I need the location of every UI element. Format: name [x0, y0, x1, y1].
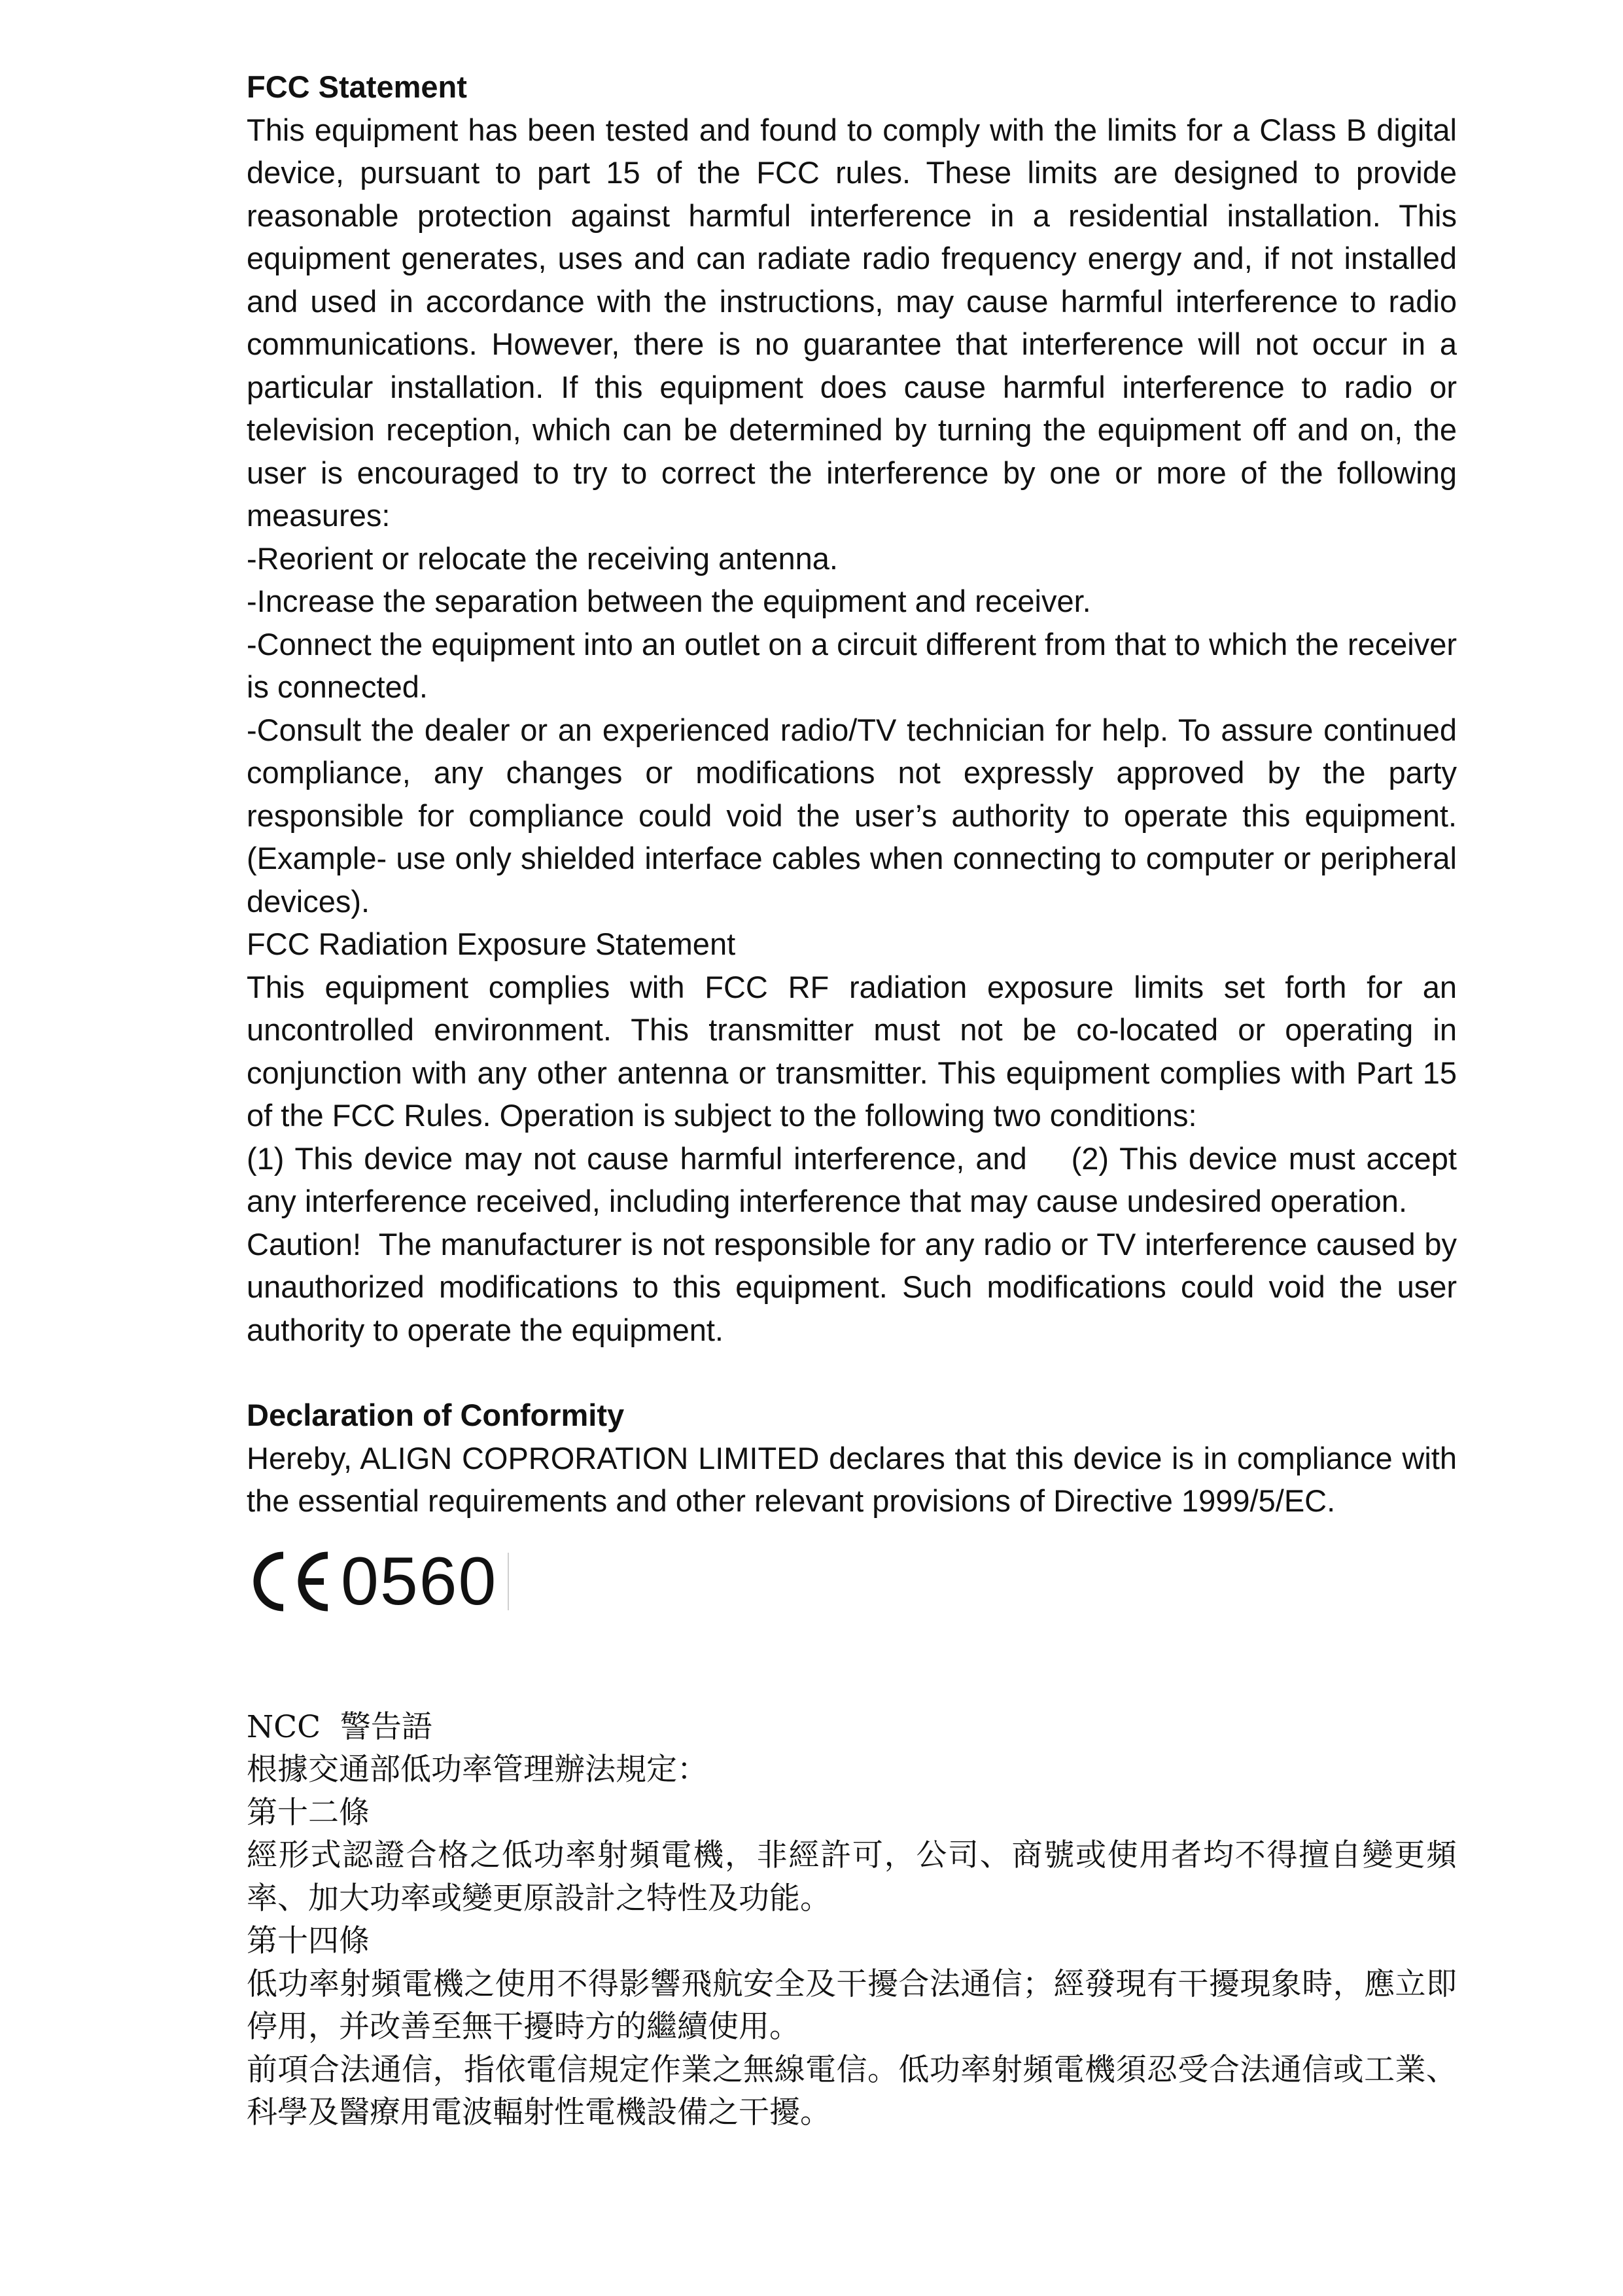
ncc-article12-text: 經形式認證合格之低功率射頻電機，非經許可，公司、商號或使用者均不得擅自變更頻率、加大功率或變更原設計之特性及功能。: [247, 1837, 1457, 1916]
notified-body-number: 0560: [341, 1543, 498, 1619]
ce-logo-icon: [247, 1549, 333, 1614]
fcc-heading: FCC Statement: [247, 69, 467, 104]
doc-heading: Declaration of Conformity: [247, 1398, 625, 1432]
fcc-radiation-heading: FCC Radiation Exposure Statement: [247, 927, 736, 961]
ncc-heading: NCC 警告語: [247, 1708, 432, 1745]
doc-paragraph: Hereby, ALIGN COPRORATION LIMITED declares that this device is in compliance with the essential requirements and other relevant provisions of Directive 1999/5/EC.: [247, 1440, 1457, 1518]
ncc-article14-text-1: 低功率射頻電機之使用不得影響飛航安全及干擾合法通信；經發現有干擾現象時，應立即停用，并改善至無干擾時方的繼續使用。: [247, 1966, 1457, 2045]
fcc-measure-4: -Consult the dealer or an experienced radio/TV technician for help. To assure continued compliance, any changes or modifications not expressly approved by the party responsible for compliance could void the user’s authority to operate this equipment. (Example- use only shielded interface cables when connecting to computer or peripheral devices).: [247, 712, 1457, 919]
ncc-section: [247, 1706, 1457, 2134]
fcc-measure-1: -Reorient or relocate the receiving antenna.: [247, 540, 838, 576]
ce-mark-row: [247, 1529, 1457, 1634]
ncc-article12-title: 第十二條: [247, 1794, 370, 1831]
fcc-radiation-paragraph: This equipment complies with FCC RF radiation exposure limits set forth for an uncontrolled environment. This transmitter must not be co-located or operating in conjunction with any other antenna or transmitter. This equipment complies with Part 15 of the FCC Rules. Operation is subject to the following two conditions:: [247, 969, 1457, 1133]
fcc-caution: Caution! The manufacturer is not responsible for any radio or TV interference caused by unauthorized modifications to this equipment. Such modifications could void the user authority to operate the equipment.: [247, 1226, 1466, 1347]
fcc-measure-3: -Connect the equipment into an outlet on a circuit different from that to which the receiver is connected.: [247, 626, 1457, 704]
ncc-intro: 根據交通部低功率管理辦法規定：: [247, 1752, 708, 1788]
fcc-paragraph: This equipment has been tested and found to comply with the limits for a Class B digital device, pursuant to part 15 of the FCC rules. These limits are designed to provide reasonable protection against harmful interference in a residential installation. This equipment generates, uses and can radiate radio frequency energy and, if not installed and used in accordance with the instructions, may cause harmful interference to radio communications. However, there is no guarantee that interference will not occur in a particular installation. If this equipment does cause harmful interference to radio or television reception, which can be determined by turning the equipment off and on, the user is encouraged to try to correct the interference by one or more of the following measures:: [247, 112, 1457, 533]
section-spacer: [247, 1351, 1457, 1394]
fcc-conditions: (1) This device may not cause harmful interference, and (2) This device must accept any interference received, including interference that may cause undesired operation.: [247, 1140, 1466, 1218]
document-page: [247, 65, 1466, 2134]
divider: [508, 1553, 509, 1610]
fcc-measure-2: -Increase the separation between the equipment and receiver.: [247, 584, 1091, 618]
ncc-article14-text-2: 前項合法通信，指依電信規定作業之無線電信。低功率射頻電機須忍受合法通信或工業、科學及醫療用電波輻射性電機設備之干擾。: [247, 2051, 1457, 2130]
ncc-article14-title: 第十四條: [247, 1923, 370, 1959]
